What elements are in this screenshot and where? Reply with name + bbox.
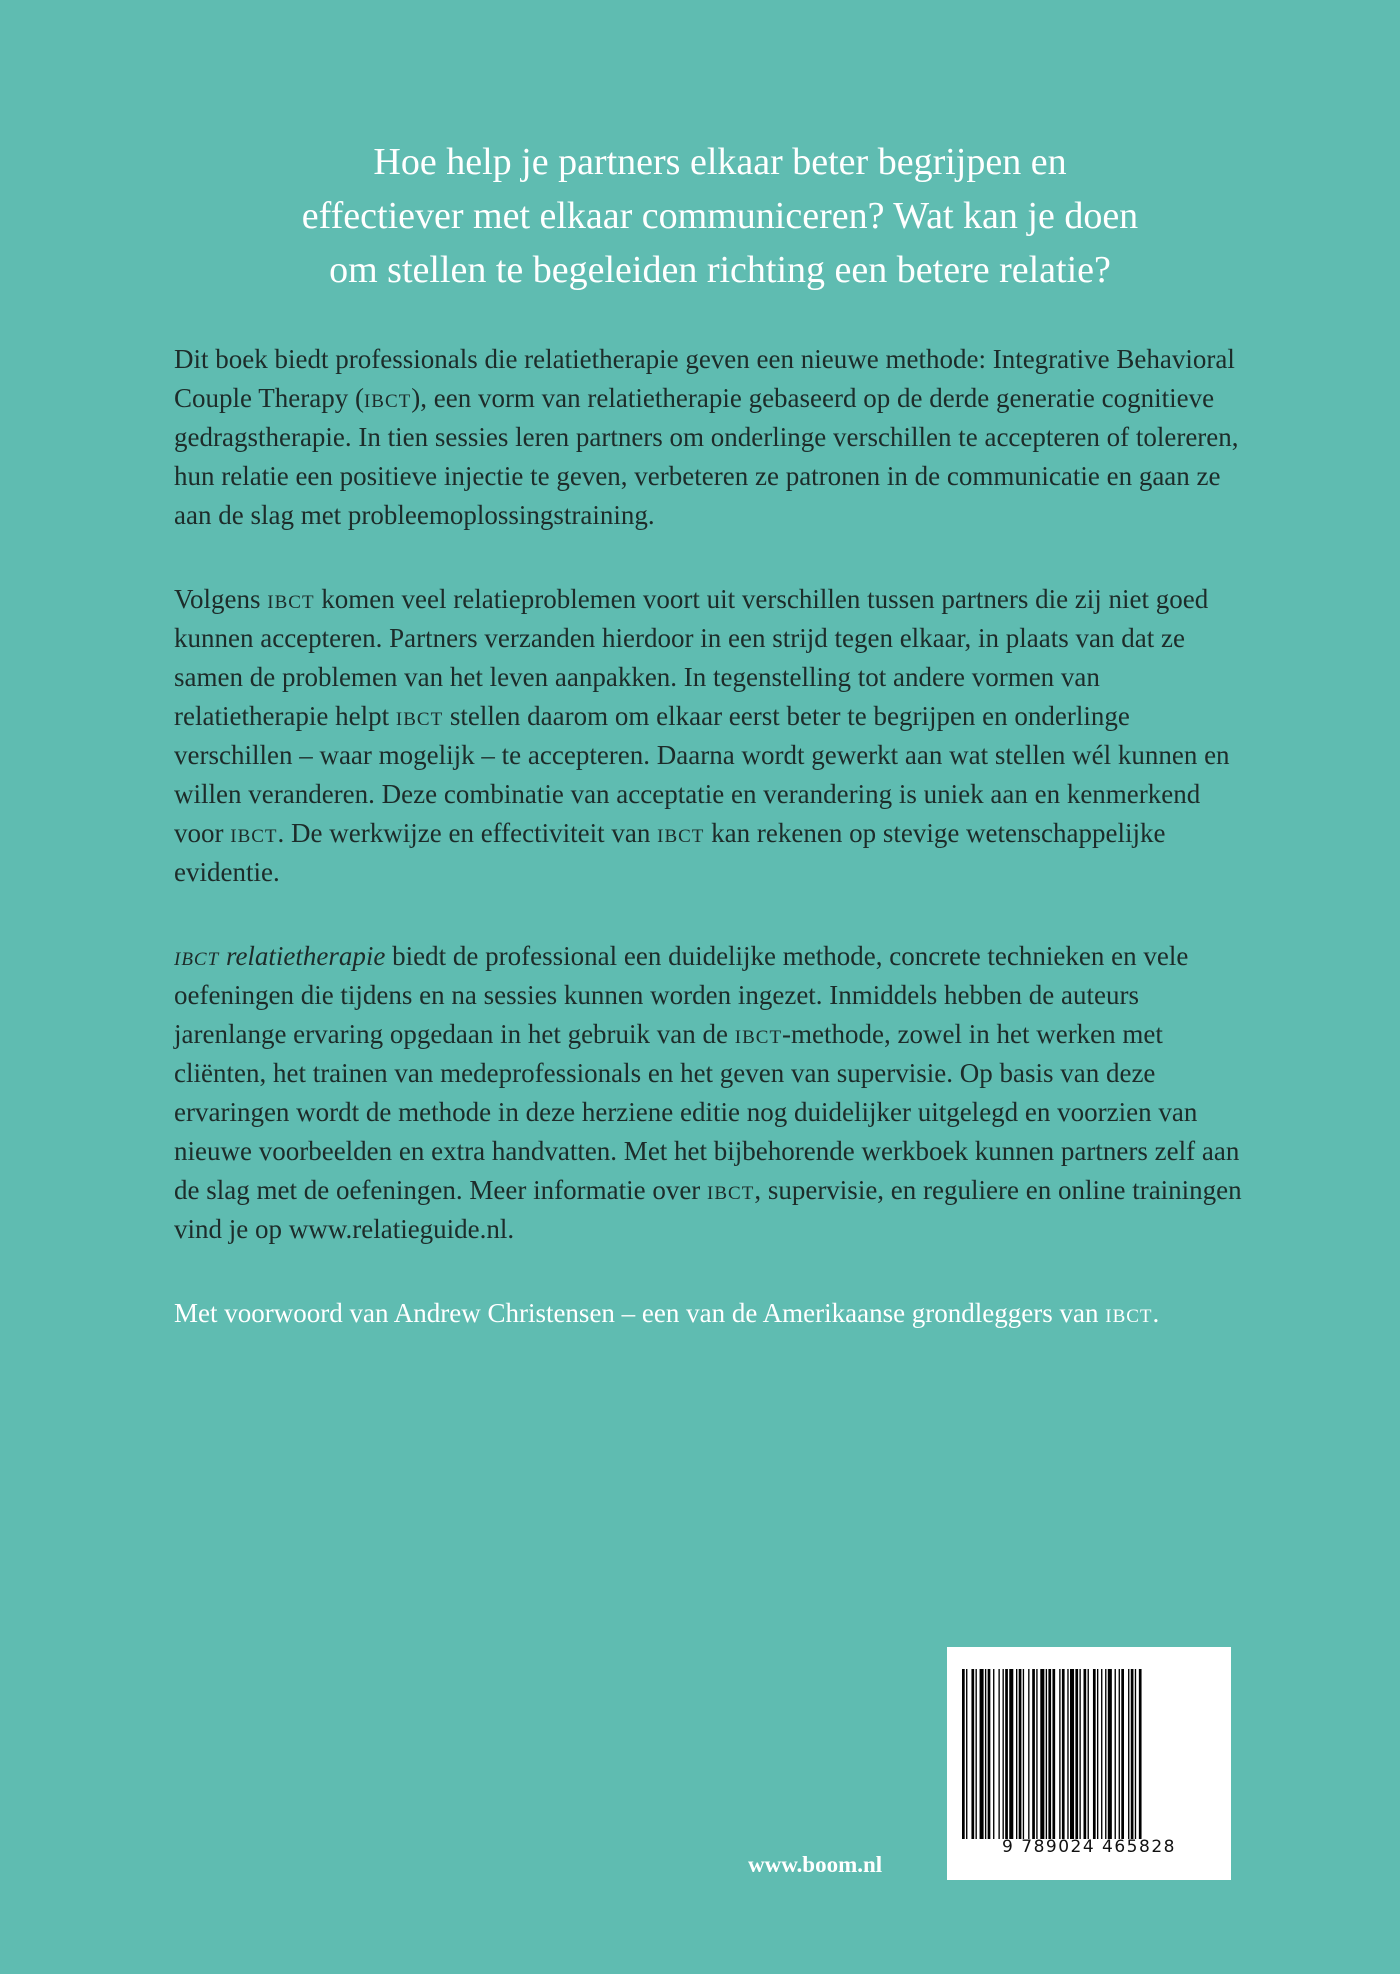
description-paragraph: ibct relatietherapie biedt de professional een duidelijke methode, concrete technieken en vele oefeningen die tijdens en na sessies kunnen worden ingezet. Inmiddels hebben de auteurs jarenlange ervaring opgedaan in het gebruik van de ibct-methode, zowel in het werken met cliënten, het trainen van medeprofessionals en het geven van supervisie. Op basis van deze ervaringen wordt de methode in deze herziene editie nog duidelijker uitgelegd en voorzien van nieuwe voorbeelden en extra handvatten. Met het bijbehorende werkboek kunnen partners zelf aan de slag met de oefeningen. Meer informatie over ibct, supervisie, en reguliere en online trainingen vind je op www.relatieguide.nl. [174,941,1242,1244]
barcode-bar [1075,1669,1078,1839]
barcode-bar [980,1669,984,1839]
barcode-bar [1115,1669,1116,1839]
barcode-bar [1105,1669,1106,1839]
barcode-bar [988,1669,991,1839]
barcode-bar [1121,1669,1124,1839]
barcode-bar [1088,1669,1089,1839]
barcode-bar [1040,1669,1044,1839]
barcode-bar [971,1669,974,1839]
description-paragraph: Dit boek biedt professionals die relatietherapie geven een nieuwe methode: Integrative Behavioral Couple Therapy (ibct), een vorm van relatietherapie gebaseerd op de derde generatie cognitieve gedragstherapie. In tien sessies leren partners om onderlinge verschillen te accepteren of tolereren, hun relatie een positieve injectie te geven, verbeteren ze patronen in de communicatie en gaan ze aan de slag met probleemoplossingstraining. [174,344,1239,530]
barcode-icon [962,1669,1214,1839]
book-title: ibct relatietherapie [174,941,386,971]
headline-line: om stellen te begeleiden richting een betere relatie? [329,249,1111,291]
headline-line: Hoe help je partners elkaar beter begrijpen en [373,141,1067,183]
barcode-bar [976,1669,977,1839]
barcode-bar [1023,1669,1024,1839]
barcode-bar [1131,1669,1134,1839]
isbn-barcode [947,1647,1231,1880]
barcode-bar [1048,1669,1051,1839]
barcode-bar [1019,1669,1022,1839]
barcode-bar [1046,1669,1047,1839]
barcode-bar [1052,1669,1055,1839]
barcode-bar [1108,1669,1112,1839]
barcode-bar [1032,1669,1035,1839]
barcode-bar [1079,1669,1080,1839]
ibct-abbreviation: ibct [734,1019,783,1049]
barcode-bar [1097,1669,1098,1839]
barcode-bar [1084,1669,1087,1839]
barcode-bar [1028,1669,1029,1839]
barcode-bar [1067,1669,1068,1839]
barcode-bar [1135,1669,1136,1839]
barcode-bar [1059,1669,1060,1839]
barcode-bar [985,1669,986,1839]
ibct-abbreviation: ibct [395,701,444,731]
barcode-bar [1009,1669,1013,1839]
barcode-bar [1005,1669,1008,1839]
ibct-abbreviation: ibct [267,584,315,614]
headline [140,135,1300,297]
ibct-abbreviation: ibct [1105,1298,1153,1328]
barcode-bar [998,1669,999,1839]
isbn-number: 9 789024 465828 [1002,1837,1176,1857]
barcode-bar [1016,1669,1017,1839]
barcode-bar [1093,1669,1096,1839]
barcode-bar [1070,1669,1074,1839]
barcode-bar [1139,1669,1142,1839]
description-body [174,340,1254,1378]
foreword-note: Met voorwoord van Andrew Christensen – een van de Amerikaanse grondleggers van ibct. [174,1298,1160,1328]
barcode-bar [966,1669,967,1839]
barcode-bar [1101,1669,1102,1839]
barcode-bar [1062,1669,1065,1839]
publisher-url: www.boom.nl [748,1852,883,1877]
barcode-bar [1036,1669,1037,1839]
ibct-abbreviation: ibct [230,818,278,848]
ibct-abbreviation: ibct [363,383,412,413]
barcode-bar [962,1669,965,1839]
headline-line: effectiever met elkaar communiceren? Wat kan je doen [301,195,1139,237]
ibct-abbreviation: ibct [707,1175,755,1205]
barcode-bar [1003,1669,1004,1839]
description-paragraph: Volgens ibct komen veel relatieproblemen voort uit verschillen tussen partners die zij niet goed kunnen accepteren. Partners verzanden hierdoor in een strijd tegen elkaar, in plaats van dat ze samen de problemen van het leven aanpakken. In tegenstelling tot andere vormen van relatietherapie helpt ibct stellen daarom om elkaar eerst beter te begrijpen en onderlinge verschillen – waar mogelijk – te accepteren. Daarna wordt gewerkt aan wat stellen wél kunnen en willen veranderen. Deze combinatie van acceptatie en verandering is uniek aan en kenmerkend voor ibct. De werkwijze en effectiviteit van ibct kan rekenen op stevige wetenschappelijke evidentie. [174,584,1230,887]
ibct-abbreviation: ibct [657,818,705,848]
barcode-bar [1119,1669,1120,1839]
barcode-bar [993,1669,994,1839]
barcode-bar [1128,1669,1129,1839]
